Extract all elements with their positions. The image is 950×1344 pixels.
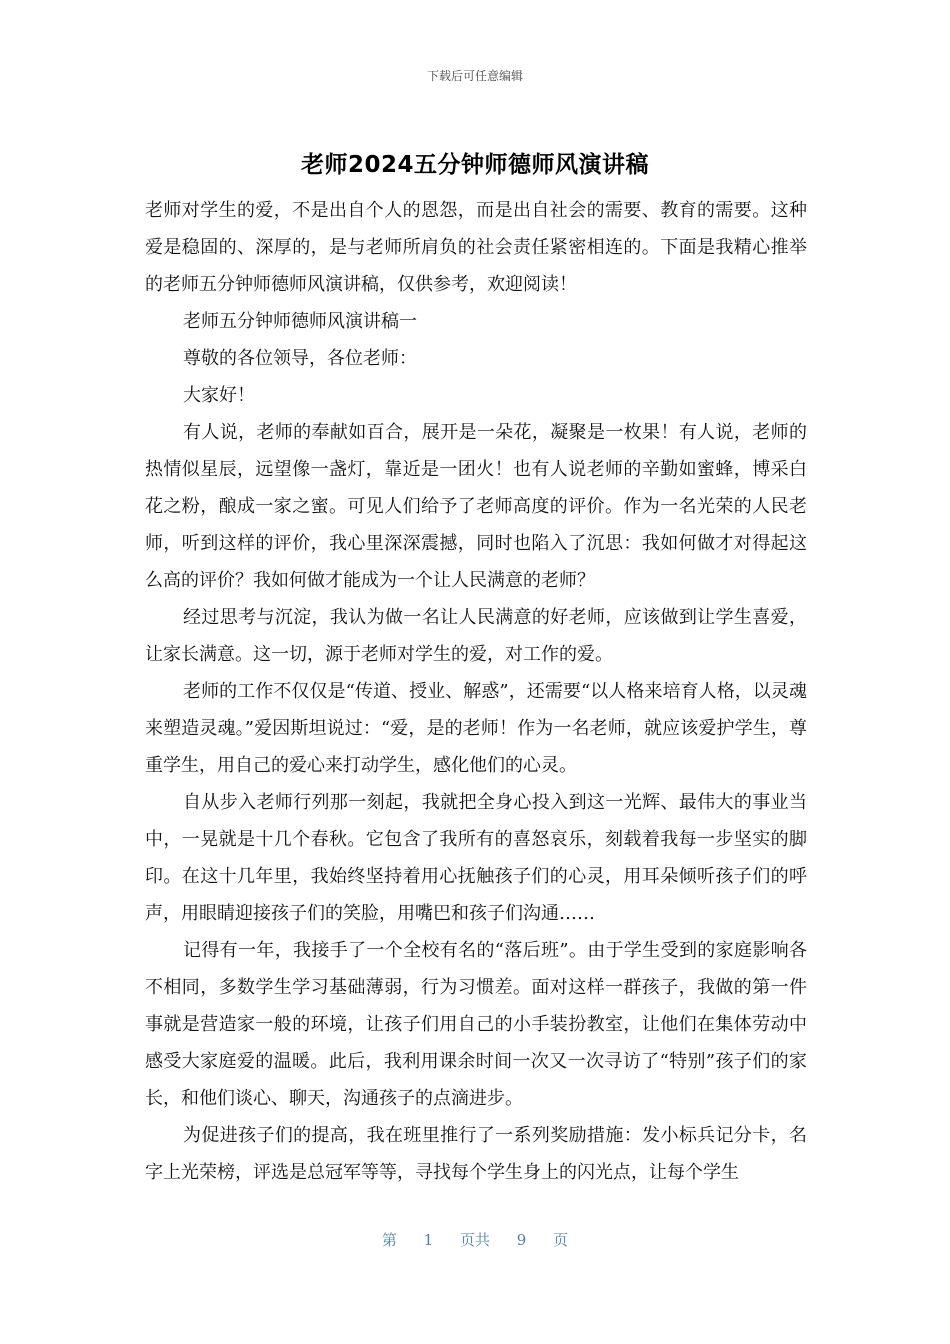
footer-middle: 页共: [459, 1231, 490, 1249]
header-note: 下载后可任意编辑: [426, 69, 523, 83]
body-paragraph: 记得有一年，我接手了一个全校有名的“落后班”。由于学生受到的家庭影响各不相同，多数学生学习基础薄弱，行为习惯差。面对这样一群孩子，我做的第一件事就是营造家一般的环境，让孩子们用自己的小手装扮教室，让他们在集体劳动中感受大家庭爱的温暖。此后，我利用课余时间一次又一次寻访了“特别”孩子们的家长，和他们谈心、聊天，沟通孩子的点滴进步。: [145, 940, 807, 1109]
page-footer: [0, 1229, 950, 1250]
intro-paragraph: 老师对学生的爱，不是出自个人的恩怨，而是出自社会的需要、教育的需要。这种爱是稳固的、深厚的，是与老师所肩负的社会责任紧密相连的。下面是我精心推举的老师五分钟师德师风演讲稿，仅供参考，欢迎阅读！: [145, 200, 807, 295]
current-page-number: 1: [423, 1231, 434, 1249]
total-pages-number: 9: [516, 1231, 527, 1249]
body-paragraph: 有人说，老师的奉献如百合，展开是一朵花，凝聚是一枚果！有人说，老师的热情似星辰，远望像一盏灯，靠近是一团火！也有人说老师的辛勤如蜜蜂，博采白花之粉，酿成一家之蜜。可见人们给予了老师高度的评价。作为一名光荣的人民老师，听到这样的评价，我心里深深震撼，同时也陷入了沉思：我如何做才对得起这么高的评价？我如何做才能成为一个让人民满意的老师？: [145, 422, 807, 591]
body-paragraph: 经过思考与沉淀，我认为做一名让人民满意的好老师，应该做到让学生喜爱，让家长满意。这一切，源于老师对学生的爱，对工作的爱。: [145, 607, 807, 665]
body-paragraph: 老师的工作不仅仅是“传道、授业、解惑”，还需要“以人格来培育人格，以灵魂来塑造灵魂。”爱因斯坦说过：“爱，是的老师！作为一名老师，就应该爱护学生，尊重学生，用自己的爱心来打动学生，感化他们的心灵。: [145, 681, 807, 776]
section-heading: 老师五分钟师德师风演讲稿一: [183, 311, 417, 332]
document-body: [145, 192, 807, 1191]
body-paragraph: 自从步入老师行列那一刻起，我就把全身心投入到这一光辉、最伟大的事业当中，一晃就是十几个春秋。它包含了我所有的喜怒哀乐，刻载着我每一步坚实的脚印。在这十几年里，我始终坚持着用心抚触孩子们的心灵，用耳朵倾听孩子们的呼声，用眼睛迎接孩子们的笑脸，用嘴巴和孩子们沟通……: [145, 792, 807, 924]
document-title: 老师2024五分钟师德师风演讲稿: [300, 152, 649, 178]
body-paragraph: 为促进孩子们的提高，我在班里推行了一系列奖励措施：发小标兵记分卡，名字上光荣榜，评选是总冠军等等，寻找每个学生身上的闪光点，让每个学生: [145, 1125, 807, 1183]
greeting: 大家好！: [183, 385, 255, 406]
footer-prefix: 第: [381, 1231, 397, 1249]
footer-suffix: 页: [553, 1231, 569, 1249]
salutation: 尊敬的各位领导，各位老师：: [183, 348, 417, 369]
